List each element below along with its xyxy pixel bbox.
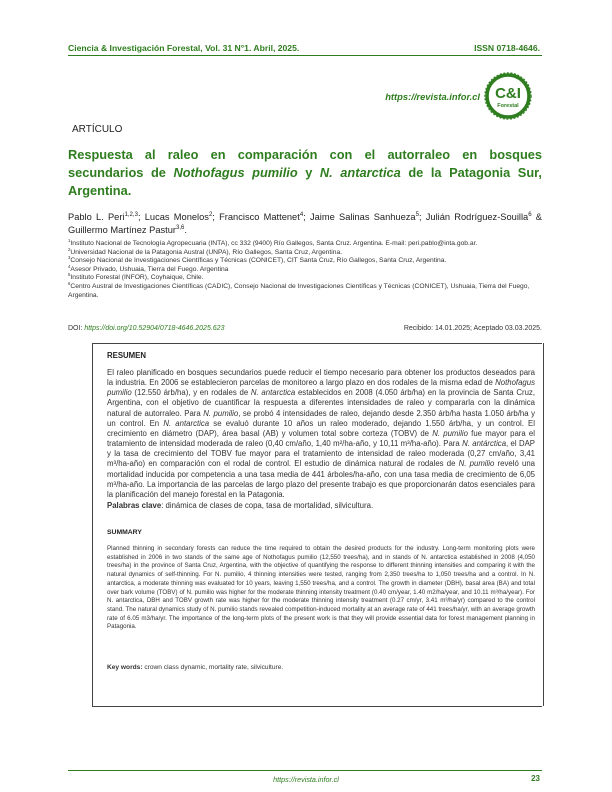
header-rule xyxy=(68,55,542,56)
author: Lucas Monelos$^2$; xyxy=(144,211,220,222)
section-label: ARTÍCULO xyxy=(72,124,123,135)
resumen-heading: RESUMEN xyxy=(107,351,146,360)
issn: ISSN 0718-4646. xyxy=(474,43,540,53)
doi-link[interactable]: https://doi.org/10.52904/0718-4646.2025.623 xyxy=(84,325,225,332)
logo-sub-text: Forestal xyxy=(497,103,519,109)
author: Guillermo Martínez Pastur$^{3,6}$. xyxy=(68,225,187,236)
author: Francisco Mattenet$^4$; xyxy=(219,211,310,222)
journal-website-link[interactable]: https://revista.infor.cl xyxy=(385,91,480,102)
author: Jaime Salinas Sanhueza$^5$; xyxy=(309,211,426,222)
summary-heading: SUMMARY xyxy=(107,529,142,536)
resumen-body: El raleo planificado en bosques secundarios puede reducir el tiempo necesario para obtener los productos deseados para la industria. En 2006 se establecieron parcelas de monitoreo a largo plazo en dos rodales de la misma edad de Nothofagus pumilio (12.550 árb/ha), y en rodales de N. antarctica establecidos en 2008 (4.050 árb/ha) en la provincia de Santa Cruz, Argentina, con el objetivo de cuantificar la respuesta a diferentes intensidades de raleo y compararla con la dinámica natural de autorraleo. Para N. pumilio, se probó 4 intensidades de raleo, dejando desde 2.350 árb/ha hasta 1.050 árb/ha y un control. En N. antarctica se evaluó durante 10 años un raleo moderado, dejando 1.550 árb/ha, y un control. El crecimiento en diámetro (DAP), área basal (AB) y volumen total sobre corteza (TOBV) de N. pumilio fue mayor para el tratamiento de intensidad moderada de raleo (0,40 cm/año, 1,40 m²/ha-año, y 10,11 m³/ha-año). Para N. antárctica, el DAP y la tasa de crecimiento del TOBV fue mayor para el tratamiento de intensidad de raleo moderada (0,27 cm/año, 3,41 m³/ha-año) en comparación con el rodal de control. El estudio de dinámica natural de rodales de N. pumilio reveló una mortalidad inducida por competencia a una tasa media de 441 árboles/ha-año, con una tasa media de crecimiento de 6,05 m³/ha-año. La importancia de las parcelas de largo plazo del presente trabajo es que proporcionarán datos esenciales para la planificación del manejo forestal en la Patagonia. xyxy=(107,368,536,499)
received-dates: Recibido: 14.01.2025; Aceptado 03.03.2025. xyxy=(403,325,542,332)
page-number: 23 xyxy=(531,774,540,783)
affiliation: $^2$Universidad Nacional de la Patagonia Austral (UNPA), Río Gallegos, Santa Cruz, Argentina. xyxy=(68,246,343,256)
affiliations xyxy=(68,237,542,300)
affiliation: $^5$Instituto Forestal (INFOR), Coyhaique, Chile. xyxy=(68,272,204,282)
author: Pablo L. Peri$^{1,2,3}$; xyxy=(68,211,145,222)
affiliation: $^4$Asesor Privado, Ushuaia, Tierra del Fuego. Argentina xyxy=(68,263,229,273)
abstract-top-rule xyxy=(92,343,542,344)
article-title: Respuesta al raleo en comparación con el autorraleo en bosques secundarios de Nothofagus pumilio y N. antarctica de la Patagonia Sur, Argentina. xyxy=(68,147,542,198)
doi-label: DOI: xyxy=(68,325,85,332)
footer-rule xyxy=(68,770,542,771)
affiliation: $^1$Instituto Nacional de Tecnología Agropecuaria (INTA), cc 332 (9400) Río Gallegos, Santa Cruz. Argentina. E-mail: peri.pablo@inta.gob.ar. xyxy=(68,237,478,247)
palabras-clave: Palabras clave: dinámica de clases de copa, tasa de mortalidad, silvicultura. xyxy=(107,501,374,510)
doi-row xyxy=(68,325,542,332)
affiliation: $^6$Centro Austral de Investigaciones Científicas (CADIC), Consejo Nacional de Investigaciones Científicas y Técnicas (CONICET), Ushuaia, Tierra del Fuego, Argentina. xyxy=(68,280,530,299)
affiliation: $^3$Consejo Nacional de Investigaciones Científicas y Técnicas (CONICET), CIT Santa Cruz, Río Gallegos, Santa Cruz, Argentina. xyxy=(68,254,447,265)
footer-website-link[interactable]: https://revista.infor.cl xyxy=(273,775,339,784)
author: Julián Rodríguez-Souilla$^6$ & xyxy=(425,211,542,222)
journal-logo xyxy=(483,72,533,120)
abstract-bottom-rule xyxy=(92,706,542,707)
journal-citation: Ciencia & Investigación Forestal, Vol. 31 N°1. Abril, 2025. xyxy=(68,43,300,53)
logo-mark-text: C&I xyxy=(495,85,521,102)
key-words: Key words: crown class dynamic, mortality rate, silviculture. xyxy=(107,664,284,671)
author-list xyxy=(68,211,542,238)
summary-body: Planned thinning in secondary forests can reduce the time required to obtain the desired products for the industry. Long-term monitoring plots were established in 2006 in two stands of the same age of Nothofagus pumilio (12,550 trees/ha), and in stands of N. antarctica established in 2008 (4,050 trees/ha) in the province of Santa Cruz, Argentina, with the objective of quantifying the response to different thinning intensities and comparing it with the natural dynamics of self-thinning. For N. pumilio, 4 thinning intensities were tested, ranging from 2,350 trees/ha to 1,050 trees/ha and a control. In N. antarctica, a moderate thinning was evaluated for 10 years, leaving 1,550 trees/ha, and a control. The growth in diameter (DBH), basal area (BA) and total over bark volume (TOBV) of N. pumilio was higher for the moderate thinning intensity treatment (0.40 cm/year, 1.40 m2/ha/year, and 10.11 m³/ha/year). For N. antarctica, DBH and TOBV growth rate was higher for the moderate thinning intensity treatment (0.27 cm/yr, 3.41 m³/ha/yr) compared to the control stand. The natural dynamics study of N. pumilio stands revealed competition-induced mortality at an average rate of 441 trees/ha/yr, with an average growth rate of 6.05 m3/ha/yr. The importance of the long-term plots of the present work is that they will provide essential data for forest management planning in Patagonia. xyxy=(107,545,535,631)
